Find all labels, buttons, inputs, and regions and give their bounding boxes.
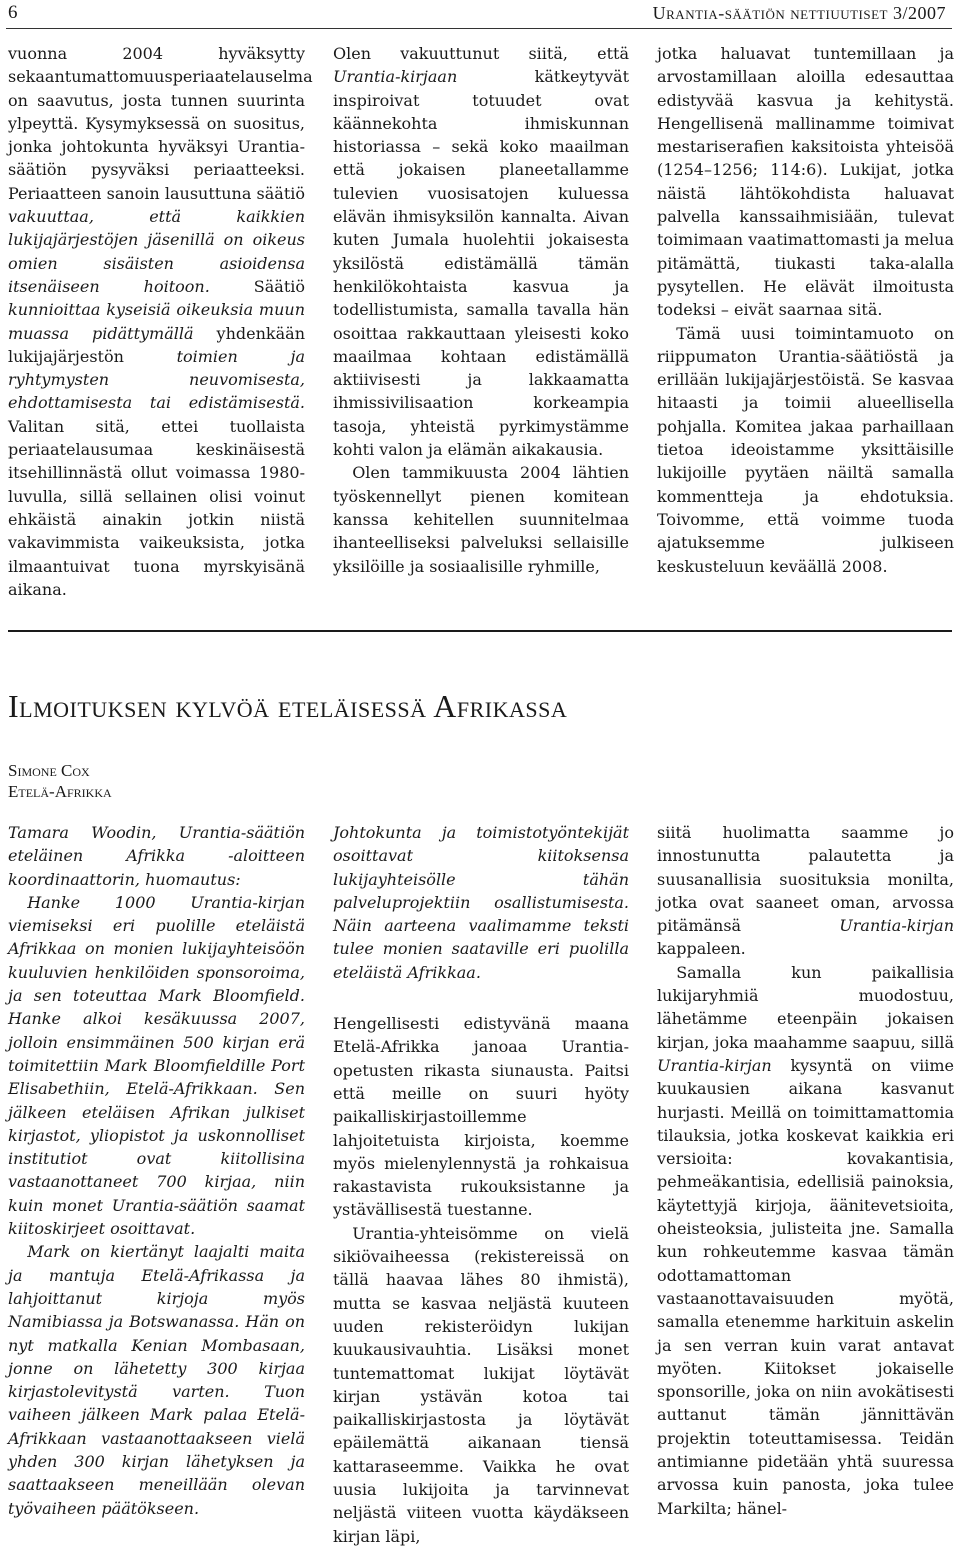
article-column-1 — [8, 821, 305, 1520]
top-column-1 — [8, 42, 313, 601]
paragraph: Mark on kiertänyt laajalti maita ja mantuja Etelä-Afrikassa ja lahjoittanut kirjoja myös Namibiassa ja Botswanassa. Hän on nyt matkalla Kenian Mombasaan, jonne on lähetetty 300 kirjaa kirjastolevitystä varten. Tuon vaiheen jälkeen Mark palaa Etelä-Afrikkaan vastaanottaakseen vielä yhden 300 kirjan lähetyksen ja saattaakseen meneillään olevan työvaiheen päätökseen. — [8, 1242, 305, 1518]
author-name: Simone Cox — [8, 761, 90, 780]
paragraph: Olen tammikuusta 2004 lähtien työskennellyt pienen komitean kanssa kehitellen suunnitelmaa ihanteelliseksi palveluksi sellaisille yksilöille ja sosiaalisille ryhmille, — [333, 463, 629, 576]
text-run: kysyntä on viime kuukausien aikana kasvanut hurjasti. Meillä on toimittamattomia tilauksia, jotka koskevat kaikkia eri versioita: kovakantisia, pehmeäkantisia, edellisiä painoksia, käytettyjä kirjoja, äänitevetsioita, oheisteoksia, julisteita jne. Samalla kun rohkeutemme kasvaa tämän odottamattoman vastaanottavaisuuden myötä, samalla etenemme harkituin askelin ja sen verran kuin varat antavat myöten. Kiitokset jokaiselle sponsorille, joka on niin avokätisesti auttanut tämän jännittävän projektin toteuttamisessa. Teidän antimianne pidetään yhtä suuressa arvossa kuin panosta, joka tulee Markilta; hänel- — [657, 1055, 954, 1518]
paragraph: Hanke 1000 Urantia-kirjan viemiseksi eri puolille eteläistä Afrikkaa on monien lukijayhteisöön kuuluvien henkilöiden sponsoroima, ja sen toteuttaa Mark Bloomfield. Hanke alkoi kesäkuussa 2007, jolloin ensimmäinen 500 kirjan erä toimitettiin Mark Bloomfieldille Port Elisabethiin, Etelä-Afrikkaan. Sen jälkeen eteläisen Afrikan julkiset kirjastot, yliopistot ja uskonnolliset institutiot ovat kiitollisina vastaanottaneet 700 kirjaa, niin kuin monet Urantia-säätiön saamat kiitoskirjeet osoittavat. — [8, 892, 305, 1239]
page-number: 6 — [8, 2, 18, 23]
article-column-3 — [657, 821, 954, 1520]
header-rule — [6, 28, 952, 29]
text-run: kappaleen. — [657, 939, 746, 959]
editor-note-intro: Tamara Woodin, Urantia-säätiön eteläinen Afrikka -aloitteen koordinaattorin, huomautus: — [8, 823, 305, 889]
paragraph — [8, 42, 313, 601]
article-column-2 — [333, 821, 629, 1548]
byline — [8, 760, 112, 802]
running-title: Urantia-säätiön nettiuutiset 3/2007 — [652, 3, 946, 23]
italic-quote: toimien ja ryhtymysten neuvomisesta, ehdottamisesta tai edistämisestä. — [8, 346, 305, 413]
author-location: Etelä-Afrikka — [8, 782, 112, 801]
text-run: Säätiö — [209, 276, 305, 296]
paragraph: Hengellisesti edistyvänä maana Etelä-Afrikka janoaa Urantia-opetusten rikasta siunausta. Paitsi että meille on suuri hyöty paikalliskirjastoillemme lahjoitetuista kirjoista, koemme myös mielenylennystä ja rohkaisua rakastavista rukouksistanne ja ystävällisestä tuestanne. — [333, 1014, 629, 1220]
italic-quote: vakuuttaa, että kaikkien lukijajärjestöjen jäsenillä on oikeus omien sisäisten asioidensa itsenäiseen hoitoon. — [8, 207, 305, 296]
top-column-3 — [657, 42, 954, 578]
text-run: yhdenkään lukijajärjestön — [8, 323, 305, 366]
text-run: siitä huolimatta saamme jo innostunutta palautetta ja suusanallisia suosituksia monilta, jotka ovat saaneet oman, arvossa pitämänsä — [657, 823, 954, 936]
book-title: Urantia-kirjan — [839, 916, 954, 936]
paragraph: Tämä uusi toimintamuoto on riippumaton Urantia-säätiöstä ja erillään lukijajärjestöistä. Se kasvaa hitaasti ja toimii alueellisella pohjalla. Komitea jakaa parhaillaan tietoa ideoistamme yksittäisille lukijoille pyytäen näiltä samalla kommentteja ja ehdotuksia. Toivomme, että voimme tuoda ajatuksemme julkiseen keskusteluun keväällä 2008. — [657, 323, 954, 576]
book-title: Urantia-kirjan — [657, 1055, 772, 1075]
section-divider — [8, 630, 952, 632]
italic-quote: kunnioittaa kyseisiä oikeuksia muun muassa pidättymällä — [8, 300, 305, 343]
paragraph — [657, 961, 954, 1520]
article-title: Ilmoituksen kylvöä eteläisessä Afrikassa — [8, 688, 568, 724]
paragraph: Johtokunta ja toimistotyöntekijät osoittavat kiitoksensa lukijayhteisölle tähän palveluprojektiin osallistumisesta. Näin aarteena vaalimamme teksti tulee monien saataville eri puolilla eteläistä Afrikkaa. — [333, 823, 629, 982]
paragraph: Urantia-yhteisömme on vielä sikiövaiheessa (rekistereissä on tällä haavaa lähes 80 ihmistä), mutta se kasvaa neljästä kuuteen uuden rekisteröidyn lukijan kuukausivauhtia. Lisäksi monet tuntemattomat lukijat löytävät kirjan ystävän kotoa tai paikalliskirjastosta ja löytävät epäilemättä aikanaan tiensä kattaraseemme. Vaikka he ovat uusia lukijoita ja tarvinnevat neljästä viiteen vuotta käydäkseen kirjan läpi, — [333, 1223, 629, 1546]
paragraph: jotka haluavat tuntemillaan ja arvostamillaan aloilla edesauttaa edistyvää kasvua ja kehitystä. Hengellisenä mallinamme toimivat mestariserafien kaksitoista yhteisöä (1254–1256; 114:6). Lukijat, jotka näistä lähtökohdista haluavat palvella kanssaihmisiään, tulevat toimimaan vaatimattomasti ja melua pitämättä, tiukasti taka-alalla pysytellen. He elävät ilmoitusta todeksi – eivät saarnaa sitä. — [657, 44, 954, 320]
book-title: Urantia-kirjaan — [333, 67, 458, 87]
text-run: Olen vakuuttunut siitä, että — [333, 44, 629, 63]
paragraph — [657, 821, 954, 961]
text-run: Valitan sitä, ettei tuollaista periaatelausumaa keskinäisestä itsehillinnästä ollut voimassa 1980-luvulla, sillä sellainen olisi voinut ehkäistä ainakin jotkin niistä vakavimmista vaikeuksista, jotka ilmaantuivat tuona myrskyisänä aikana. — [8, 416, 305, 599]
top-column-2 — [333, 42, 629, 578]
text-run: kätkeytyvät inspiroivat totuudet ovat käännekohta ihmiskunnan historiassa – sekä koko maailman että jokaisen planeetallamme tulevien vuosisatojen kuluessa elävän ihmisyksilön kannalta. Aivan kuten Jumala huolehtii jokaisesta yksilöstä edistämällä tämän henkilökohtaista kasvua ja todellistumista, samalla tavalla hän osoittaa rakkauttaan yleisesti koko maailmaa kohtaan edistämällä aktiivisesti ja lakkaamatta ihmissivilisaation korkeampia tasoja, yhteistä pyrkimystämme kohti valon ja elämän aikakausia. — [333, 67, 629, 460]
spacer — [333, 984, 629, 1012]
text-run: vuonna 2004 hyväksytty sekaantumattomuusperiaatelauselma on saavutus, josta tunnen suurinta ylpeyttä. Kysymyksessä on suositus, jonka johtokunta hyväksyi Urantia-säätiön pysyväksi periaatteeksi. Periaatteen sanoin lausuttuna säätiö — [8, 44, 313, 203]
paragraph — [333, 42, 629, 461]
text-run: Samalla kun paikallisia lukijaryhmiä muodostuu, lähetämme eteenpäin jokaisen kirjan, joka maahamme saapuu, sillä — [657, 962, 954, 1052]
